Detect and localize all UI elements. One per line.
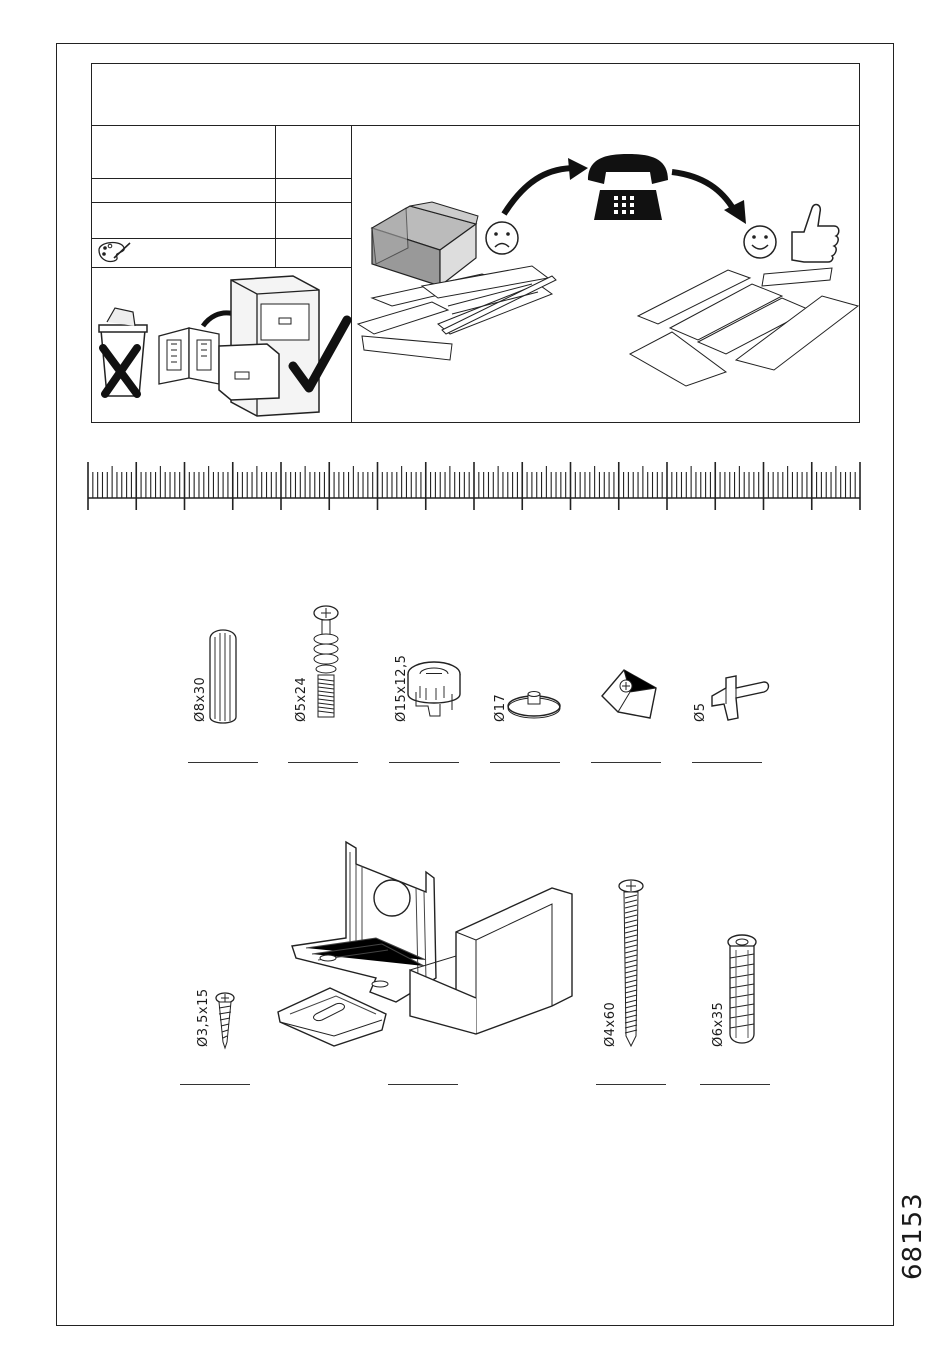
happy-face-icon: [744, 226, 776, 258]
palette-icon: [96, 240, 132, 264]
small-screw-icon: [214, 992, 236, 1050]
wall-bracket-icon: [276, 838, 576, 1048]
quantity-line: [288, 762, 358, 763]
quantity-line: [180, 1084, 250, 1085]
info-table-row-line: [92, 202, 351, 203]
wooden-dowel-icon: [206, 625, 242, 725]
document-number: 68153: [898, 1192, 928, 1280]
part-label-cam-bolt: Ø5x24: [294, 676, 309, 722]
quantity-line: [596, 1084, 666, 1085]
part-label-cam-lock: Ø15x12,5: [394, 654, 409, 722]
cam-lock-icon: [406, 658, 462, 720]
thumbs-up-icon: [792, 205, 839, 262]
quantity-line: [692, 762, 762, 763]
part-label-cover-cap: Ø17: [493, 693, 508, 722]
info-table-row-line: [92, 267, 351, 268]
missing-parts-scene: [352, 128, 858, 420]
keep-instructions-icon: [93, 270, 351, 420]
telephone-icon: [588, 154, 668, 220]
info-table-column-divider: [275, 125, 276, 267]
sad-face-icon: [486, 222, 518, 254]
part-label-wall-plug: Ø6x35: [711, 1001, 726, 1047]
quantity-line: [188, 762, 258, 763]
quantity-line: [388, 1084, 458, 1085]
measuring-ruler: [88, 462, 860, 512]
part-label-small-screw: Ø3,5x15: [196, 988, 211, 1047]
cam-bolt-icon: [306, 605, 346, 725]
quantity-line: [591, 762, 661, 763]
shelf-pin-icon: [706, 674, 772, 724]
quantity-line: [700, 1084, 770, 1085]
cover-cap-icon: [506, 686, 562, 722]
quantity-line: [490, 762, 560, 763]
info-table-row-line: [92, 178, 351, 179]
part-label-dowel: Ø8x30: [193, 676, 208, 722]
info-table-row-line: [92, 238, 351, 239]
part-label-shelf-pin: Ø5: [693, 702, 708, 722]
long-screw-icon: [616, 878, 646, 1048]
info-box-divider: [92, 125, 859, 126]
part-label-long-screw: Ø4x60: [603, 1001, 618, 1047]
quantity-line: [389, 762, 459, 763]
wall-plug-icon: [724, 934, 764, 1048]
corner-block-icon: [598, 666, 660, 724]
